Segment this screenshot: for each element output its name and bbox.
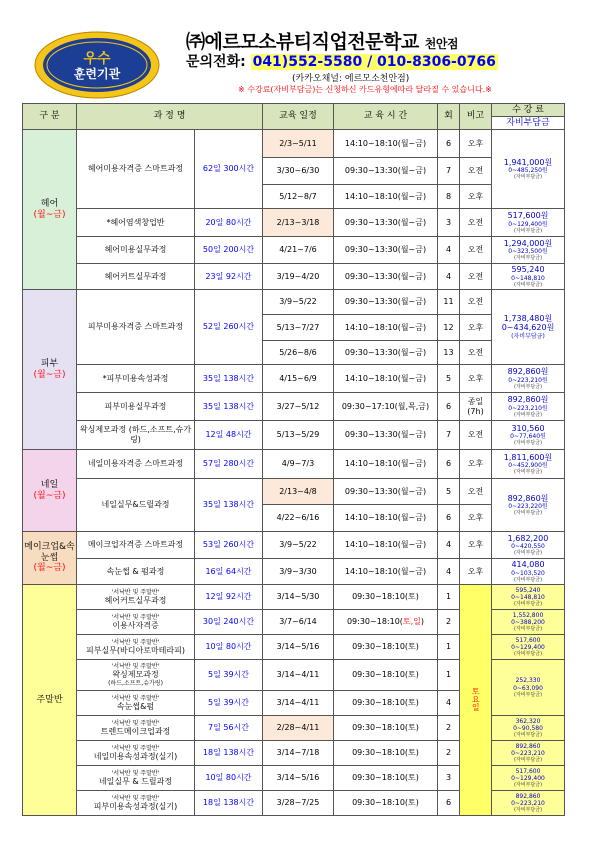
fee: 310,560 0~77,640원 (자비부담금) — [492, 421, 565, 450]
session: 6 — [438, 791, 460, 816]
course-schedule-table — [22, 103, 565, 816]
table-row — [23, 421, 565, 450]
remark: 오전 — [460, 290, 492, 315]
schedule: 3/9~5/22 — [263, 532, 334, 559]
time: 14:10~18:10(월~금) — [334, 532, 438, 559]
course-hours: 50일 200시간 — [195, 237, 263, 264]
remark: 오후 — [460, 559, 492, 585]
table-row — [23, 365, 565, 393]
schedule: 3/28~7/25 — [263, 791, 334, 816]
fee: 595,240 0~148,810 (자비부담금) — [492, 264, 565, 290]
fee: 892,860원 0~223,220원 (자비부담금) — [492, 479, 565, 532]
time: 09:30~13:30(월~금) — [334, 341, 438, 365]
schedule: 3/9~3/30 — [263, 559, 334, 585]
col-time: 교 육 시 간 — [334, 104, 438, 130]
fee: 362,320 0~90,580 (자비부담금) — [492, 716, 565, 741]
session: 4 — [438, 691, 460, 716]
course-hours: 62일 300시간 — [195, 130, 263, 209]
session: 1 — [438, 585, 460, 610]
time: 09:30~13:30(월~금) — [334, 237, 438, 264]
time: 14:10~18:10(월~금) — [334, 505, 438, 532]
table-row — [23, 290, 565, 315]
category-hair: 헤어 (월~금) — [23, 130, 77, 290]
fee: 595,240 0~148,810 (자비부담금) — [492, 585, 565, 610]
schedule: 4/21~7/6 — [263, 237, 334, 264]
remark: 오후 — [460, 505, 492, 532]
course-hours: 10일 80시간 — [195, 635, 263, 660]
schedule: 5/12~8/7 — [263, 185, 334, 209]
phone-numbers: 041)552-5580 / 010-8306-0766 — [252, 54, 496, 70]
course-hours: 12일 92시간 — [195, 585, 263, 610]
course-name: '서낙반 및 주말반' 이용사자격증 — [77, 610, 195, 635]
time: 09:30~13:30(월~금) — [334, 479, 438, 505]
fee: 252,330 0~63,090 (자비부담금) — [492, 660, 565, 716]
col-schedule: 교육 일정 — [263, 104, 334, 130]
fee: 1,682,200 0~420,550 (자비부담금) — [492, 532, 565, 559]
session: 5 — [438, 479, 460, 505]
page-header — [0, 0, 595, 100]
course-hours: 12일 48시간 — [195, 421, 263, 450]
table-row — [23, 237, 565, 264]
time: 09:30~13:30(월~금) — [334, 158, 438, 185]
course-name: *피부미용속성과정 — [77, 365, 195, 393]
schedule: 5/13~5/29 — [263, 421, 334, 450]
session: 1 — [438, 660, 460, 691]
time: 09:30~18:10(토) — [334, 691, 438, 716]
time: 09:30~17:10(월,목,금) — [334, 393, 438, 421]
course-hours: 16일 64시간 — [195, 559, 263, 585]
session: 6 — [438, 450, 460, 479]
excellent-training-institute-logo — [33, 30, 161, 100]
course-name: *헤어염색창업반 — [77, 209, 195, 237]
schedule: 5/13~7/27 — [263, 315, 334, 341]
time: 14:10~18:10(월~금) — [334, 315, 438, 341]
remark: 오전 — [460, 421, 492, 450]
remark: 오후 — [460, 365, 492, 393]
remark: 오전 — [460, 237, 492, 264]
kakao-channel: (카카오채널: 에르모소천안점) — [292, 74, 410, 84]
table-row — [23, 450, 565, 479]
schedule: 4/15~6/9 — [263, 365, 334, 393]
remark: 오후 — [460, 130, 492, 158]
fee: 1,941,000원 0~485,250원 (자비부담금) — [492, 130, 565, 209]
course-name: 네일미용자격증 스마트과정 — [77, 450, 195, 479]
schedule: 2/13~3/18 — [263, 209, 334, 237]
course-hours: 10일 80시간 — [195, 766, 263, 791]
session: 2 — [438, 716, 460, 741]
schedule: 3/14~7/18 — [263, 741, 334, 766]
schedule: 2/3~5/11 — [263, 130, 334, 158]
session: 6 — [438, 130, 460, 158]
remark: 오전 — [460, 264, 492, 290]
remark: 오후 — [460, 185, 492, 209]
session: 12 — [438, 315, 460, 341]
course-hours: 20일 80시간 — [195, 209, 263, 237]
time: 14:10~18:10(월~금) — [334, 450, 438, 479]
session: 4 — [438, 559, 460, 585]
course-hours: 35일 138시간 — [195, 393, 263, 421]
col-remark: 비고 — [460, 104, 492, 130]
time: 09:30~18:10(토) — [334, 791, 438, 816]
table-row — [23, 393, 565, 421]
col-category: 구 분 — [23, 104, 77, 130]
session: 3 — [438, 209, 460, 237]
remark: 오후 — [460, 532, 492, 559]
remark: 오후 — [460, 315, 492, 341]
session: 11 — [438, 290, 460, 315]
session: 4 — [438, 264, 460, 290]
session: 5 — [438, 365, 460, 393]
time: 09:30~18:10(토) — [334, 741, 438, 766]
time: 09:30~13:30(월~금) — [334, 290, 438, 315]
fee: 1,811,600원 0~452,900원 (자비부담금) — [492, 450, 565, 479]
remark: 오전 — [460, 158, 492, 185]
table-row — [23, 264, 565, 290]
course-hours: 5일 39시간 — [195, 660, 263, 691]
course-name: 헤어미용자격증 스마트과정 — [77, 130, 195, 209]
session: 2 — [438, 741, 460, 766]
time: 09:30~18:10(토) — [334, 766, 438, 791]
fee: 1,294,000원 0~323,500원 (자비부담금) — [492, 237, 565, 264]
schedule: 3/9~5/22 — [263, 290, 334, 315]
fee: 517,600 0~129,400 (자비부담금) — [492, 766, 565, 791]
remark: 오후 — [460, 450, 492, 479]
course-name: '서낙반 및 주말반' 헤어커트실무과정 — [77, 585, 195, 610]
schedule: 3/14~5/16 — [263, 766, 334, 791]
course-name: 헤어미용실무과정 — [77, 237, 195, 264]
time: 14:10~18:10(월~금) — [334, 185, 438, 209]
category-nail: 네일 (월~금) — [23, 450, 77, 532]
session: 13 — [438, 341, 460, 365]
fee: 1,552,800 0~388,200 (자비부담금) — [492, 610, 565, 635]
course-hours: 18일 138시간 — [195, 791, 263, 816]
time: 09:30~13:30(월~금) — [334, 264, 438, 290]
time: 14:10~18:10(월~금) — [334, 130, 438, 158]
time: 09:30~18:10(토) — [334, 635, 438, 660]
schedule: 3/27~5/12 — [263, 393, 334, 421]
session: 6 — [438, 393, 460, 421]
session: 7 — [438, 158, 460, 185]
session: 7 — [438, 421, 460, 450]
course-name: '서낙반 및 주말반' 왁싱제모과정 (하드,소프트,슈가링) — [77, 660, 195, 691]
fee: 517,600원 0~129,400원 (자비부담금) — [492, 209, 565, 237]
course-name: '서낙반 및 주말반' 피부실무(바디아로마테라피) — [77, 635, 195, 660]
col-course: 과 정 명 — [77, 104, 263, 130]
course-name: 피부미용자격증 스마트과정 — [77, 290, 195, 365]
schedule: 3/30~6/30 — [263, 158, 334, 185]
fee: 892,860 0~223,210 (자비부담금) — [492, 741, 565, 766]
table-row — [23, 479, 565, 505]
schedule: 4/22~6/16 — [263, 505, 334, 532]
session: 6 — [438, 505, 460, 532]
course-name: '서낙반 및 주말반' 속눈썹&펌 — [77, 691, 195, 716]
course-hours: 23일 92시간 — [195, 264, 263, 290]
course-hours: 35일 138시간 — [195, 479, 263, 532]
table-row — [23, 532, 565, 559]
course-hours: 5일 39시간 — [195, 691, 263, 716]
remark: 오전 — [460, 479, 492, 505]
schedule: 3/14~5/16 — [263, 635, 334, 660]
schedule: 2/13~4/8 — [263, 479, 334, 505]
svg-text:훈련기관: 훈련기관 — [73, 67, 121, 81]
session: 2 — [438, 610, 460, 635]
course-hours: 35일 138시간 — [195, 365, 263, 393]
time: 09:30~13:30(월~금) — [334, 209, 438, 237]
course-name: 네일실무&드릴과정 — [77, 479, 195, 532]
schedule: 3/19~4/20 — [263, 264, 334, 290]
course-name: 메이크업자격증 스마트과정 — [77, 532, 195, 559]
course-hours: 53일 260시간 — [195, 532, 263, 559]
session: 4 — [438, 532, 460, 559]
category-makeup: 메이크업&속눈썹 (월~금) — [23, 532, 77, 585]
fee: 892,860 0~223,210 (자비부담금) — [492, 791, 565, 816]
schedule: 3/14~5/30 — [263, 585, 334, 610]
schedule: 3/7~6/14 — [263, 610, 334, 635]
fee: 414,080 0~103,520 (자비부담금) — [492, 559, 565, 585]
phone-line: 문의전화: 041)552-5580 / 010-8306-0766 — [186, 54, 496, 70]
table-row — [23, 585, 565, 610]
time: 09:30~13:30(월~금) — [334, 421, 438, 450]
course-hours: 30일 240시간 — [195, 610, 263, 635]
time: 09:30~18:10(토) — [334, 660, 438, 691]
svg-text:우수: 우수 — [83, 51, 111, 67]
schedule: 2/28~4/11 — [263, 716, 334, 741]
session: 8 — [438, 185, 460, 209]
remark: 종일 (7h) — [460, 393, 492, 421]
schedule: 3/14~4/11 — [263, 691, 334, 716]
session: 4 — [438, 237, 460, 264]
course-name: 헤어커트실무과정 — [77, 264, 195, 290]
remark: 오전 — [460, 209, 492, 237]
fee-notice: ※ 수강료(자비부담금)는 신청하신 카드유형에따라 달라질 수 있습니다.※ — [238, 85, 492, 94]
col-fee: 수 강 료 자비부담금 — [492, 104, 565, 130]
school-title: ㈜에르모소뷰티직업전문학교 천안점 — [186, 31, 459, 53]
course-name: '서낙반 및 주말반' 트렌드메이크업과정 — [77, 716, 195, 741]
table-row — [23, 559, 565, 585]
branch-name: 천안점 — [424, 37, 459, 51]
schedule: 4/9~7/3 — [263, 450, 334, 479]
table-row — [23, 209, 565, 237]
fee: 892,860원 0~223,210원 (자비부담금) — [492, 393, 565, 421]
time: 09:30~18:10(토) — [334, 585, 438, 610]
category-skin: 피부 (월~금) — [23, 290, 77, 450]
session: 1 — [438, 635, 460, 660]
time: 14:10~18:10(월~금) — [334, 365, 438, 393]
course-hours: 18일 138시간 — [195, 741, 263, 766]
category-weekend: 주말반 — [23, 585, 77, 816]
course-hours: 7일 56시간 — [195, 716, 263, 741]
remark: 오전 — [460, 341, 492, 365]
course-hours: 52일 260시간 — [195, 290, 263, 365]
fee: 517,600 0~129,400 (자비부담금) — [492, 635, 565, 660]
course-name: 피부미용실무과정 — [77, 393, 195, 421]
table-header-row — [23, 104, 565, 130]
time: 14:10~18:10(월~금) — [334, 559, 438, 585]
session: 3 — [438, 766, 460, 791]
table-row — [23, 130, 565, 158]
course-name: '서낙반 및 주말반' 네일미용속성과정(실기) — [77, 741, 195, 766]
course-hours: 57일 280시간 — [195, 450, 263, 479]
fee: 1,738,480원 0~434,620원 (자비부담금) — [492, 290, 565, 365]
course-name: 속눈썹 & 펌과정 — [77, 559, 195, 585]
course-name: '서낙반 및 주말반' 네일실무 & 드릴과정 — [77, 766, 195, 791]
course-name: 왁싱제모과정 (하드,소프트,슈가링) — [77, 421, 195, 450]
course-name: '서낙반 및 주말반' 피부미용속성과정(실기) — [77, 791, 195, 816]
time: 09:30~18:10(토) — [334, 716, 438, 741]
fee: 892,860원 0~223,210원 (자비부담금) — [492, 365, 565, 393]
weekend-remark: 토요일 — [460, 585, 492, 816]
schedule: 5/26~8/6 — [263, 341, 334, 365]
time: 09:30~18:10(토,일) — [334, 610, 438, 635]
schedule: 3/14~4/11 — [263, 660, 334, 691]
col-session: 회 — [438, 104, 460, 130]
